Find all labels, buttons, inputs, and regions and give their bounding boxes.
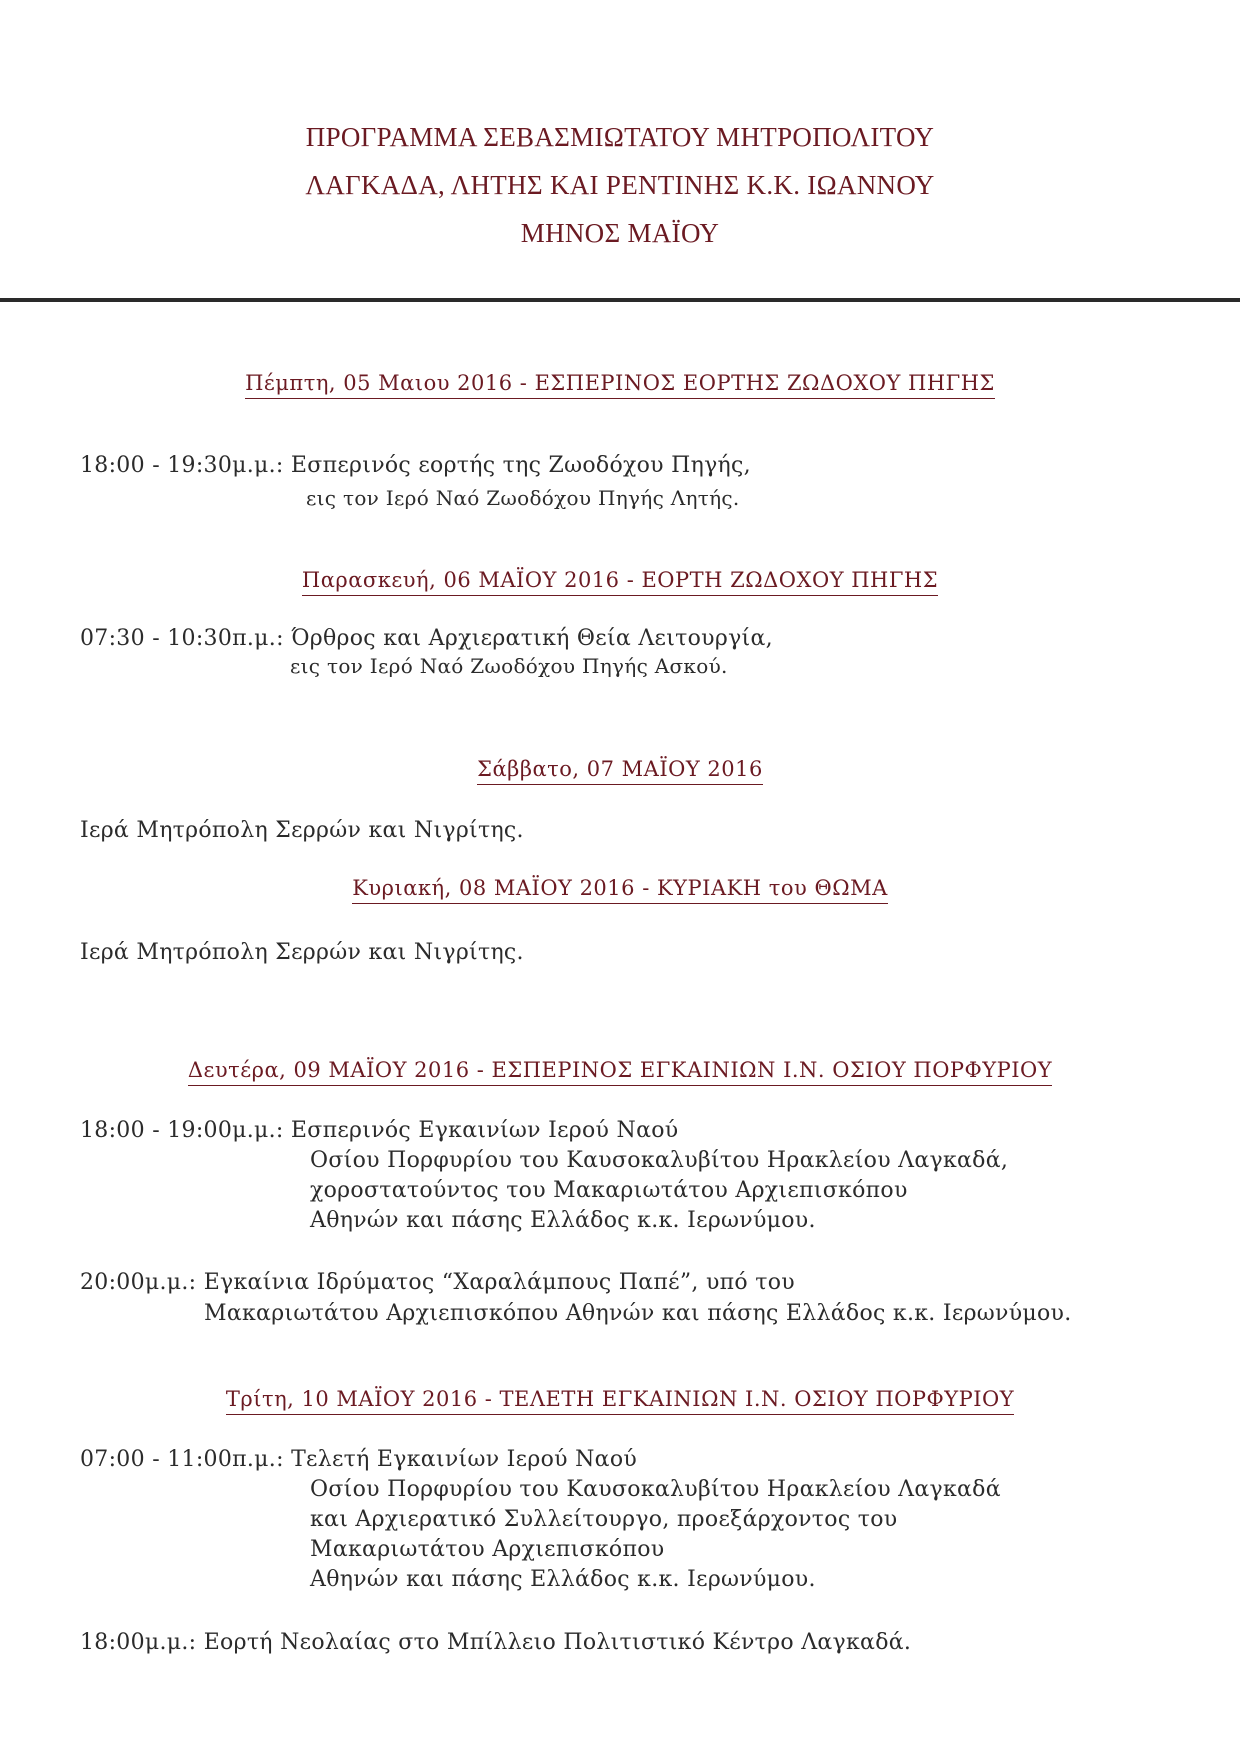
schedule-line: Οσίου Πορφυρίου του Καυσοκαλυβίτου Ηρακλείου Λαγκαδά <box>310 1477 1001 1502</box>
schedule-line: 07:00 - 11:00π.μ.: Τελετή Εγκαινίων Ιερού Ναού <box>80 1447 638 1472</box>
schedule-line: 20:00μ.μ.: Εγκαίνια Ιδρύματος “Χαραλάμπους Παπέ”, υπό του <box>80 1270 795 1295</box>
schedule-line: εις τον Ιερό Ναό Ζωοδόχου Πηγής Ασκού. <box>290 654 728 678</box>
day-heading-10: Τρίτη, 10 ΜΑΪΟΥ 2016 - ΤΕΛΕΤΗ ΕΓΚΑΙΝΙΩΝ Ι.Ν. ΟΣΙΟΥ ΠΟΡΦΥΡΙΟΥ <box>0 1387 1240 1415</box>
schedule-line: Ιερά Μητρόπολη Σερρών και Νιγρίτης. <box>80 818 524 843</box>
schedule-line: εις τον Ιερό Ναό Ζωοδόχου Πηγής Λητής. <box>306 486 740 510</box>
schedule-line: Οσίου Πορφυρίου του Καυσοκαλυβίτου Ηρακλείου Λαγκαδά, <box>310 1148 1009 1173</box>
day-heading-06: Παρασκευή, 06 ΜΑΪΟΥ 2016 - ΕΟΡΤΗ ΖΩΔΟΧΟΥ ΠΗΓΗΣ <box>0 568 1240 596</box>
schedule-line: Μακαριωτάτου Αρχιεπισκόπου <box>310 1537 665 1562</box>
schedule-line: 18:00 - 19:30μ.μ.: Εσπερινός εορτής της Ζωοδόχου Πηγής, <box>80 453 751 478</box>
day-heading-08: Κυριακή, 08 ΜΑΪΟΥ 2016 - ΚΥΡΙΑΚΗ του ΘΩΜΑ <box>0 876 1240 904</box>
schedule-line: 07:30 - 10:30π.μ.: Όρθρος και Αρχιερατική Θεία Λειτουργία, <box>80 626 773 651</box>
schedule-line: και Αρχιερατικό Συλλείτουργο, προεξάρχοντος του <box>310 1507 898 1532</box>
header-divider <box>0 298 1240 302</box>
schedule-line: Αθηνών και πάσης Ελλάδος κ.κ. Ιερωνύμου. <box>310 1567 816 1592</box>
schedule-line: 18:00μ.μ.: Εορτή Νεολαίας στο Μπίλλειο Πολιτιστικό Κέντρο Λαγκαδά. <box>80 1630 912 1655</box>
header-title-line-3: ΜΗΝΟΣ ΜΑΪΟΥ <box>520 218 720 248</box>
schedule-line: 18:00 - 19:00μ.μ.: Εσπερινός Εγκαινίων Ιερού Ναού <box>80 1118 679 1143</box>
day-heading-05: Πέμπτη, 05 Μαιου 2016 - ΕΣΠΕΡΙΝΟΣ ΕΟΡΤΗΣ ΖΩΔΟΧΟΥ ΠΗΓΗΣ <box>0 371 1240 399</box>
schedule-line: Ιερά Μητρόπολη Σερρών και Νιγρίτης. <box>80 940 524 965</box>
schedule-line: χοροστατούντος του Μακαριωτάτου Αρχιεπισκόπου <box>310 1178 908 1203</box>
header-title-line-2: ΛΑΓΚΑΔΑ, ΛΗΤΗΣ ΚΑΙ ΡΕΝΤΙΝΗΣ Κ.Κ. ΙΩΑΝΝΟΥ <box>305 170 935 200</box>
schedule-line: Μακαριωτάτου Αρχιεπισκόπου Αθηνών και πάσης Ελλάδος κ.κ. Ιερωνύμου. <box>204 1301 1072 1326</box>
header-title-line-1: ΠΡΟΓΡΑΜΜΑ ΣΕΒΑΣΜΙΩΤΑΤΟΥ ΜΗΤΡΟΠΟΛΙΤΟΥ <box>305 122 935 152</box>
day-heading-07: Σάββατο, 07 ΜΑΪΟΥ 2016 <box>0 757 1240 785</box>
day-heading-09: Δευτέρα, 09 ΜΑΪΟΥ 2016 - ΕΣΠΕΡΙΝΟΣ ΕΓΚΑΙΝΙΩΝ Ι.Ν. ΟΣΙΟΥ ΠΟΡΦΥΡΙΟΥ <box>0 1058 1240 1086</box>
schedule-line: Αθηνών και πάσης Ελλάδος κ.κ. Ιερωνύμου. <box>310 1208 816 1233</box>
